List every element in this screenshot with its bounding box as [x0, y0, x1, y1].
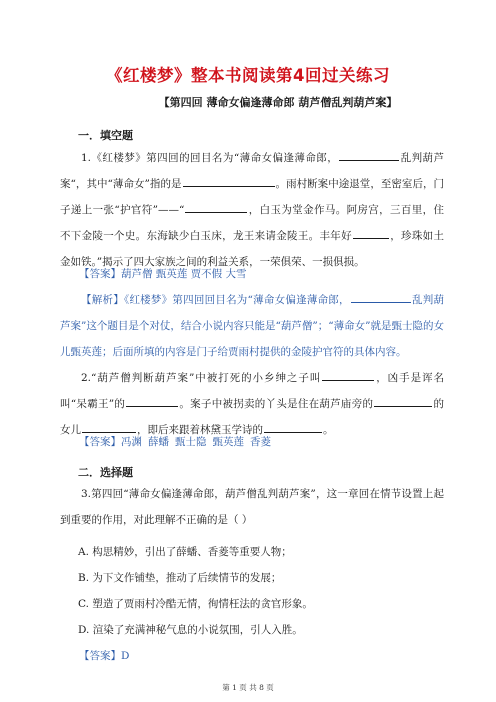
- option-b: B. 为下文作铺垫，推动了后续情节的发展；: [78, 572, 282, 584]
- question-2: 2.“葫芦僧判断葫芦案”中被打死的小乡绅之子叫 ，凶手是诨名叫“呆霸王”的 。案子中被拐卖的丫头是住在葫芦庙旁的 的女儿 ，即后来跟着林黛玉学诗的 。: [60, 365, 444, 443]
- answer-1: [79, 261, 444, 287]
- answer-blank: [374, 394, 432, 407]
- section-heading-multiple-choice: 二．选择题: [78, 466, 133, 479]
- answer-label: 【答案】: [79, 650, 121, 662]
- option-d: D. 渲染了充满神秘气息的小说氛围，引人入胜。: [78, 624, 303, 636]
- answer-label: 【答案】: [79, 268, 121, 280]
- option-a: A. 构思精妙，引出了薛蟠、香菱等重要人物；: [78, 546, 292, 558]
- answer-2: 【答案】冯渊 薛蟠 甄士隐 甄英莲 香菱: [79, 436, 271, 448]
- answer-blank: [322, 368, 374, 381]
- answer-label: 【答案】: [79, 436, 121, 448]
- answer-blank: [185, 200, 247, 213]
- answer-blank: [339, 148, 399, 161]
- page-title: 《红楼梦》整本书阅读第4回过关练习: [106, 66, 390, 85]
- answer-3: [79, 648, 129, 663]
- question-1: 1.《红楼梦》第四回的回目名为“薄命女偏逢薄命郎， 乱判葫芦案“，其中“薄命女”指的是 。雨村断案中途退堂，至密室后，门子递上一张“护官符”——“ ，白玉为堂金作马。阿房宫，三百里，住不下金陵一个史。东海缺少白玉床，龙王来请金陵王。丰年好 ，珍珠如土金如铁。”揭示了四大家族之间的利益关系，一荣俱荣、一损俱损。: [60, 145, 444, 275]
- question-3: 3.第四回“薄命女偏逢薄命郎，葫芦僧乱判葫芦案”，这一章回在情节设置上起到重要的作用，对此理解不正确的是（ ）: [60, 488, 444, 526]
- explanation-1: 【解析】《红楼梦》第四回回目名为“薄命女偏逢薄命郎， 乱判葫芦案”这个题目是个对仗，结合小说内容只能是“葫芦僧”；“薄命女”就是甄士隐的女儿甄英莲；后面所填的内容是门子给贾雨村提供的金陵护官符的具体内容。: [60, 287, 444, 365]
- page-footer: 第 1 页 共 8 页: [222, 683, 274, 692]
- chapter-subtitle: 【第四回 薄命女偏逢薄命郎 葫芦僧乱判葫芦案】: [158, 96, 398, 109]
- option-c: C. 塑造了贾雨村冷酷无情，徇情枉法的贪官形象。: [78, 598, 313, 610]
- section-heading-fill-in: 一．填空题: [78, 129, 133, 142]
- answer-blank: [183, 174, 275, 187]
- answer-blank: [351, 290, 411, 303]
- answer-text: D: [121, 650, 130, 662]
- answer-text: 葫芦僧 甄英莲 贾不假 大雪: [121, 268, 247, 280]
- answer-blank: [353, 226, 389, 239]
- explanation-label: 【解析】: [81, 294, 124, 306]
- answer-blank: [126, 394, 178, 407]
